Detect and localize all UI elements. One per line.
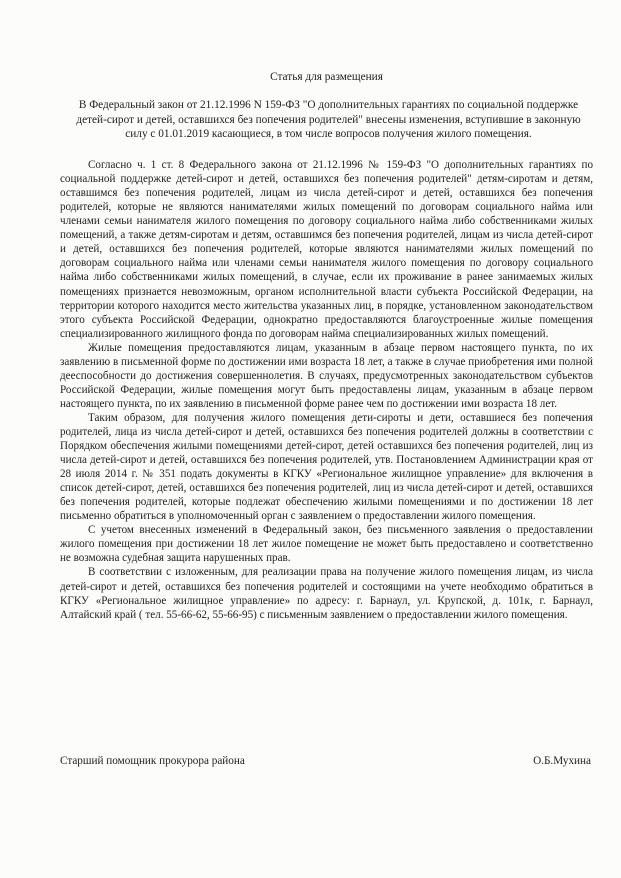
signer-name: О.Б.Мухина bbox=[533, 755, 591, 767]
paragraph-4: С учетом внесенных изменений в Федеральный закон, без письменного заявления о предоставлении жилого помещения при достижении 18 лет жилое помещение не может быть предоставлено и соответственно не возможна судебная защита нарушенных прав. bbox=[60, 524, 593, 565]
signature-block bbox=[60, 754, 591, 768]
signer-position: Старший помощник прокурора района bbox=[60, 755, 245, 767]
paragraph-3: Таким образом, для получения жилого помещения дети-сироты и дети, оставшиеся без попечения родителей, лица из числа детей-сирот и детей, оставшихся без попечения родителей должны в соответствии с Порядком обеспечения жилыми помещениями детей-сирот, детей оставшихся без попечения родителей, лиц из числа детей-сирот и детей, оставшихся без попечения родителей, утв. Постановлением Администрации края от 28 июля 2014 г. № 351 подать документы в КГКУ «Региональное жилищное управление» для включения в список детей-сирот, детей, оставшихся без попечения родителей, лиц из числа детей-сирот и детей, оставшихся без попечения родителей, которые подлежат обеспечению жилыми помещениями и по достижении 18 лет письменно обратиться в уполномоченный орган с заявлением о предоставлении жилого помещения. bbox=[60, 411, 593, 523]
paragraph-1: Согласно ч. 1 ст. 8 Федерального закона от 21.12.1996 № 159-ФЗ "О дополнительных гарантиях по социальной поддержке детей-сирот и детей, оставшихся без попечения родителей" детям-сиротам и детям, оставшимся без попечения родителей, лицам из числа детей-сирот и детей, оставшихся без попечения родителей, которые не являются нанимателями жилых помещений по договорам социального найма или членами семьи нанимателя жилого помещения по договору социального найма либо собственниками жилых помещений, а также детям-сиротам и детям, оставшимся без попечения родителей, лицам из числа детей-сирот и детей, оставшихся без попечения родителей, которые являются нанимателями жилых помещений по договорам социального найма или членами семьи нанимателя жилого помещения по договору социального найма либо собственниками жилых помещений, в случае, если их проживание в ранее занимаемых жилых помещениях признается невозможным, органом исполнительной власти субъекта Российской Федерации, на территории которого находится место жительства указанных лиц, в порядке, установленном законодательством этого субъекта Российской Федерации, однократно предоставляются благоустроенные жилые помещения специализированного жилищного фонда по договорам найма специализированных жилых помещений. bbox=[60, 159, 593, 340]
paragraph-2: Жилые помещения предоставляются лицам, указанным в абзаце первом настоящего пункта, по их заявлению в письменной форме по достижении ими возраста 18 лет, а также в случае приобретения ими полной дееспособности до достижения совершеннолетия. В случаях, предусмотренных законодательством субъектов Российской Федерации, жилые помещения могут быть предоставлены лицам, указанным в абзаце первом настоящего пункта, по их заявлению в письменной форме ранее чем по достижении ими возраста 18 лет. bbox=[60, 341, 593, 410]
document-body bbox=[60, 158, 593, 622]
document-title: Статья для размещения bbox=[270, 71, 383, 83]
paragraph-5: В соответствии с изложенным, для реализации права на получение жилого помещения лицам, из числа детей-сирот и детей, оставшихся без попечения родителей и состоящими на учете необходимо обратиться в КГКУ «Региональное жилищное управление» по адресу: г. Барнаул, ул. Крупской, д. 101к, г. Барнаул, Алтайский край ( тел. 55-66-62, 55-66-95) с письменным заявлением о предоставлении жилого помещения. bbox=[60, 566, 593, 621]
document-subject: В Федеральный закон от 21.12.1996 N 159-ФЗ "О дополнительных гарантиях по социальной поддержке детей-сирот и детей, оставшихся без попечения родителей" внесены изменения, вступившие в законную силу с 01.01.2019 касающиеся, в том числе вопросов получения жилого помещения. bbox=[76, 99, 581, 141]
